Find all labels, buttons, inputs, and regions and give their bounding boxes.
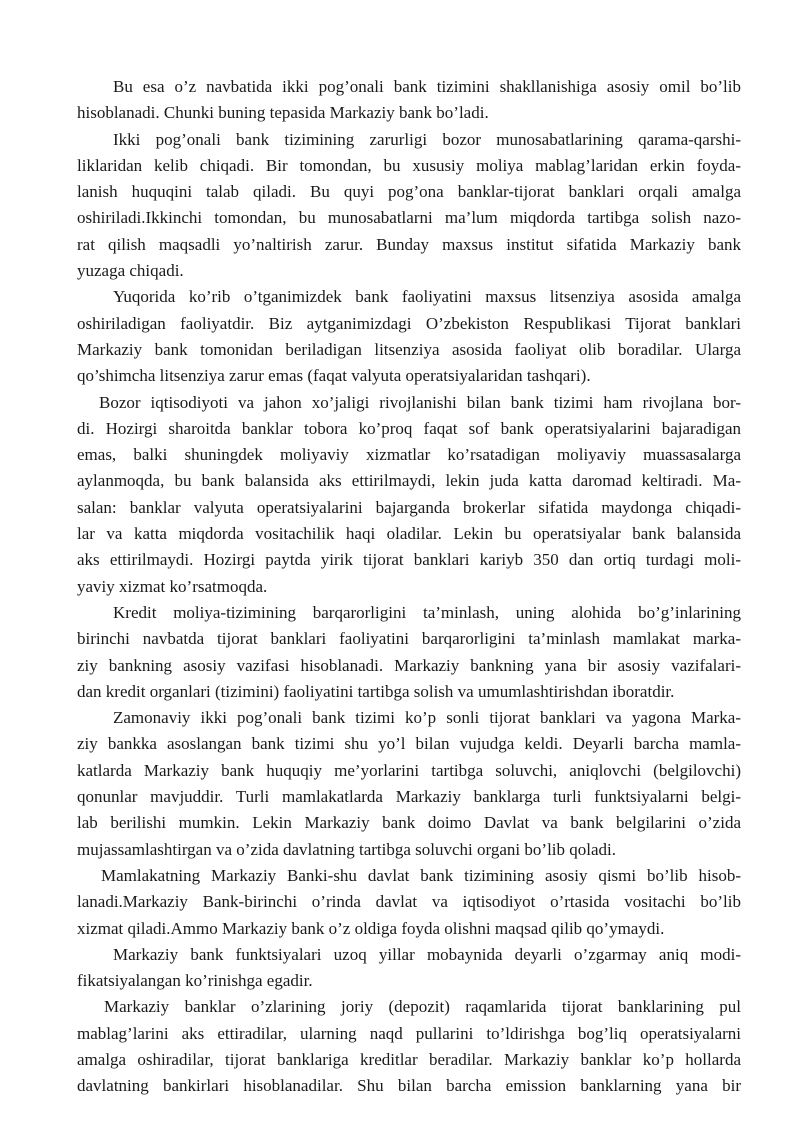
text-line: emas, balki shuningdek moliyaviy xizmatlar ko’rsatadigan moliyaviy muassasalarga — [77, 445, 741, 465]
text-line: mujassamlashtirgan va o’zida davlatning tartibga soluvchi organi bo’lib qoladi. — [77, 839, 617, 859]
text-line: mablag’larini aks ettiradilar, ularning naqd pullarini to’ldirishga bog’liq operatsiyalarni — [77, 1023, 741, 1043]
text-line: Zamonaviy ikki pog’onali bank tizimi ko’p sonli tijorat banklari va yagona Marka- — [113, 708, 741, 728]
text-line: Mamlakatning Markaziy Banki-shu davlat bank tizimining asosiy qismi bo’lib hisob- — [101, 865, 741, 885]
text-line: ziy bankning asosiy vazifasi hisoblanadi. Markaziy bankning yana bir asosiy vazifalari- — [77, 655, 741, 675]
text-line: ziy bankka asoslangan bank tizimi shu yo’l bilan vujudga keldi. Deyarli barcha mamla- — [77, 734, 741, 754]
text-line: qonunlar mavjuddir. Turli mamlakatlarda Markaziy banklarga turli funktsiyalarni belgi- — [77, 787, 741, 807]
text-line: yuzaga chiqadi. — [77, 261, 184, 281]
text-line: Bozor iqtisodiyoti va jahon xo’jaligi rivojlanishi bilan bank tizimi ham rivojlana bor- — [99, 392, 741, 412]
text-line: aylanmoqda, bu bank balansida aks ettirilmaydi, lekin juda katta daromad keltiradi. Ma- — [77, 471, 741, 491]
text-line: yaviy xizmat ko’rsatmoqda. — [77, 576, 268, 596]
text-line: Yuqorida ko’rib o’tganimizdek bank faoliyatini maxsus litsenziya asosida amalga — [113, 287, 741, 307]
text-line: katlarda Markaziy bank huquqiy me’yorlarini tartibga soluvchi, aniqlovchi (belgilovchi) — [77, 760, 741, 780]
text-line: davlatning bankirlari hisoblanadilar. Shu bilan barcha emission banklarning yana bir — [77, 1076, 741, 1096]
text-line: qo’shimcha litsenziya zarur emas (faqat valyuta operatsiyalaridan tashqari). — [77, 366, 591, 386]
text-line: Markaziy bank tomonidan beriladigan litsenziya asosida faoliyat olib boradilar. Ularga — [77, 339, 741, 359]
text-line: hisoblanadi. Chunki buning tepasida Markaziy bank bo’ladi. — [77, 103, 489, 123]
text-line: fikatsiyalangan ko’rinishga egadir. — [77, 971, 313, 991]
text-line: lanish huquqini talab qiladi. Bu quyi pog’ona banklar-tijorat banklari orqali amalga — [77, 182, 741, 202]
text-line: salan: banklar valyuta operatsiyalarini bajarganda brokerlar sifatida maydonga chiqadi- — [77, 497, 741, 517]
text-line: Markaziy banklar o’zlarining joriy (depozit) raqamlarida tijorat banklarining pul — [104, 997, 741, 1017]
text-line: xizmat qiladi.Ammo Markaziy bank o’z oldiga foyda olishni maqsad qilib qo’ymaydi. — [77, 918, 665, 938]
text-line: Markaziy bank funktsiyalari uzoq yillar mobaynida deyarli o’zgarmay aniq modi- — [113, 944, 741, 964]
text-line: lab berilishi mumkin. Lekin Markaziy bank doimo Davlat va bank belgilarini o’zida — [77, 813, 741, 833]
text-line: lar va katta miqdorda vositachilik haqi oladilar. Lekin bu operatsiyalar bank balansida — [77, 524, 741, 544]
text-line: amalga oshiradilar, tijorat banklariga kreditlar beradilar. Markaziy banklar ko’p hollarda — [77, 1049, 741, 1069]
text-line: dan kredit organlari (tizimini) faoliyatini tartibga solish va umumlashtirishdan iboratdir. — [77, 681, 675, 701]
body-text — [77, 74, 741, 1100]
text-line: Ikki pog’onali bank tizimining zarurligi bozor munosabatlarining qarama-qarshi- — [113, 129, 741, 149]
text-line: rat qilish maqsadli yo’naltirish zarur. Bunday maxsus institut sifatida Markaziy bank — [77, 234, 741, 254]
text-line: birinchi navbatda tijorat banklari faoliyatini barqarorligini ta’minlash mamlakat marka- — [77, 629, 741, 649]
text-line: oshiriladigan faoliyatdir. Biz aytganimizdagi O’zbekiston Respublikasi Tijorat banklari — [77, 313, 741, 333]
text-line: Bu esa o’z navbatida ikki pog’onali bank tizimini shakllanishiga asosiy omil bo’lib — [113, 77, 741, 96]
text-line: aks ettirilmaydi. Hozirgi paytda yirik tijorat banklari kariyb 350 dan ortiq turdagi moli- — [77, 550, 741, 570]
text-line: liklaridan kelib chiqadi. Bir tomondan, bu xususiy moliya mablag’laridan erkin foyda- — [77, 155, 741, 175]
text-line: oshiriladi.Ikkinchi tomondan, bu munosabatlarni ma’lum miqdorda tartibga solish nazo- — [77, 208, 741, 228]
text-line: Kredit moliya-tizimining barqarorligini ta’minlash, uning alohida bo’g’inlarining — [113, 602, 741, 622]
text-line: lanadi.Markaziy Bank-birinchi o’rinda davlat va iqtisodiyot o’rtasida vositachi bo’lib — [77, 892, 741, 912]
text-line: di. Hozirgi sharoitda banklar tobora ko’proq faqat sof bank operatsiyalarini bajaradigan — [77, 418, 741, 438]
